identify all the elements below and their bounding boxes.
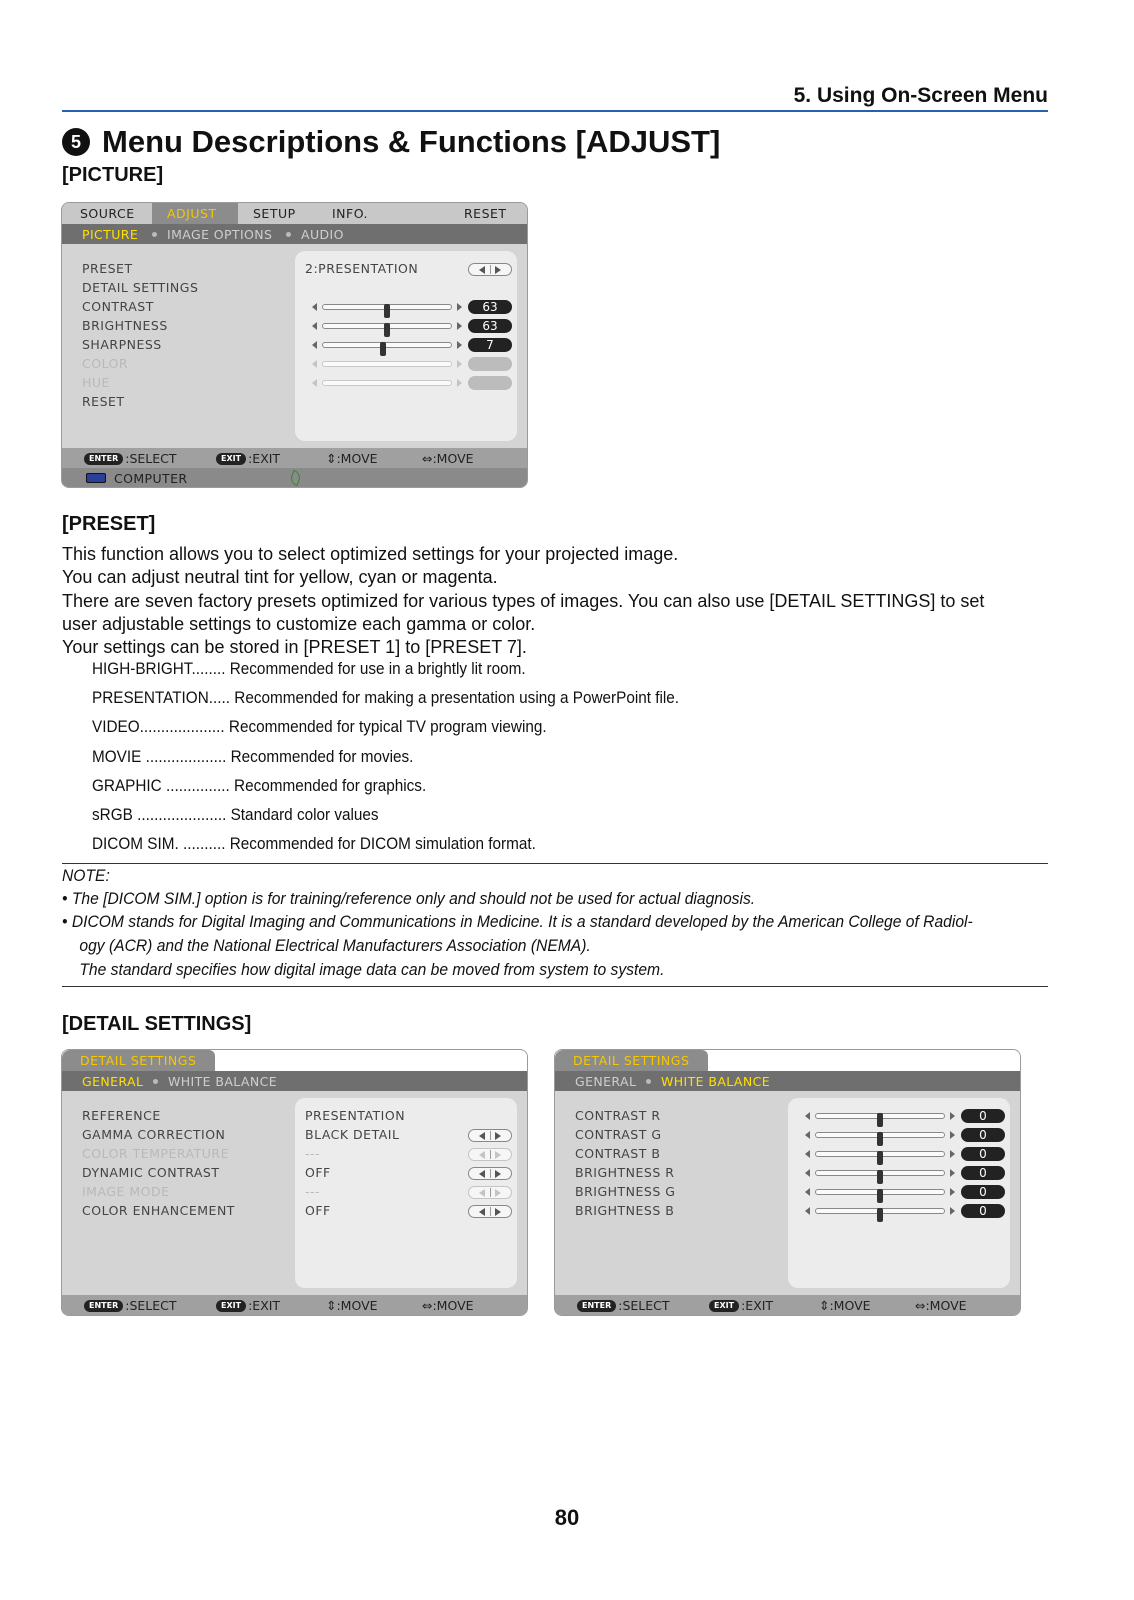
- contrast-r-value-badge: 0: [961, 1109, 1005, 1123]
- gamma-correction-value: BLACK DETAIL: [305, 1127, 400, 1142]
- header-rule: [62, 110, 1048, 112]
- tab-reset[interactable]: RESET: [464, 206, 507, 221]
- menu-item-reference[interactable]: REFERENCE: [82, 1108, 161, 1123]
- slider-thumb[interactable]: [384, 304, 390, 318]
- subtab-separator: [153, 1079, 158, 1084]
- preset-list-item: HIGH-BRIGHT........ Recommended for use in a brightly lit room.: [92, 659, 526, 678]
- contrast-r-slider[interactable]: [805, 1110, 955, 1122]
- right-arrow-icon: [950, 1112, 955, 1120]
- subtab-image-options[interactable]: IMAGE OPTIONS: [167, 227, 273, 242]
- tab-info[interactable]: INFO.: [332, 206, 369, 221]
- color-temperature-value: ---: [305, 1146, 321, 1161]
- right-arrow-icon: [950, 1131, 955, 1139]
- contrast-g-slider[interactable]: [805, 1129, 955, 1141]
- footer-move-horizontal: ⇔:MOVE: [422, 1298, 474, 1313]
- footer-select: ENTER :SELECT: [84, 451, 177, 466]
- slider-thumb[interactable]: [877, 1189, 883, 1203]
- brightness-value-badge: 63: [468, 319, 512, 333]
- subtab-general[interactable]: GENERAL: [82, 1074, 144, 1089]
- right-arrow-icon: [950, 1207, 955, 1215]
- osd-source-bar: [62, 468, 527, 488]
- note-line: • DICOM stands for Digital Imaging and Communications in Medicine. It is a standard developed by the American College of Radiol-: [62, 912, 973, 931]
- source-label: COMPUTER: [114, 471, 188, 486]
- brightness-g-slider[interactable]: [805, 1186, 955, 1198]
- brightness-r-slider[interactable]: [805, 1167, 955, 1179]
- osd-subtab-bar: [62, 224, 527, 244]
- menu-item-image-mode: IMAGE MODE: [82, 1184, 170, 1199]
- exit-key-icon: EXIT: [216, 1300, 246, 1312]
- menu-item-preset[interactable]: PRESET: [82, 261, 133, 276]
- slider-thumb[interactable]: [877, 1132, 883, 1146]
- menu-item-detail-settings[interactable]: DETAIL SETTINGS: [82, 280, 199, 295]
- note-line: • The [DICOM SIM.] option is for training/reference only and should not be used for actual diagnosis.: [62, 889, 756, 908]
- slider-thumb[interactable]: [877, 1113, 883, 1127]
- preset-arrows-icon[interactable]: [468, 263, 512, 276]
- menu-item-contrast-r[interactable]: CONTRAST R: [575, 1108, 661, 1123]
- preset-paragraph: This function allows you to select optimized settings for your projected image.: [62, 544, 679, 564]
- enter-key-icon: ENTER: [84, 1300, 123, 1312]
- image-mode-value: ---: [305, 1184, 321, 1199]
- left-arrow-icon: [805, 1207, 810, 1215]
- detail-white-balance-osd-menu: [554, 1049, 1021, 1316]
- detail-general-osd-menu: [61, 1049, 528, 1316]
- right-arrow-icon: [457, 303, 462, 311]
- contrast-value-badge: 63: [468, 300, 512, 314]
- section-number-badge: 5: [62, 128, 90, 156]
- right-arrow-icon: [457, 360, 462, 368]
- menu-item-contrast[interactable]: CONTRAST: [82, 299, 154, 314]
- enter-key-icon: ENTER: [84, 453, 123, 465]
- osd-footer: [62, 1295, 527, 1316]
- tab-source[interactable]: SOURCE: [80, 206, 135, 221]
- footer-move-horizontal: ⇔:MOVE: [422, 451, 474, 466]
- brightness-r-value-badge: 0: [961, 1166, 1005, 1180]
- preset-list-item: GRAPHIC ............... Recommended for graphics.: [92, 776, 427, 795]
- color-temperature-arrows-icon: [468, 1148, 512, 1161]
- osd-tab-bar: [555, 1050, 1020, 1071]
- left-arrow-icon: [312, 360, 317, 368]
- hue-slider: [312, 377, 462, 389]
- image-mode-arrows-icon: [468, 1186, 512, 1199]
- dynamic-contrast-arrows-icon[interactable]: [468, 1167, 512, 1180]
- subtab-audio[interactable]: AUDIO: [301, 227, 344, 242]
- brightness-b-slider[interactable]: [805, 1205, 955, 1217]
- menu-item-color: COLOR: [82, 356, 129, 371]
- page-number: 80: [554, 1505, 580, 1530]
- contrast-b-slider[interactable]: [805, 1148, 955, 1160]
- hue-value-badge: [468, 376, 512, 390]
- footer-select: ENTER :SELECT: [577, 1298, 670, 1313]
- eco-leaf-icon: [289, 470, 302, 486]
- picture-osd-menu: [61, 202, 528, 488]
- right-arrow-icon: [950, 1150, 955, 1158]
- right-arrow-icon: [457, 341, 462, 349]
- osd-body: [62, 1091, 527, 1296]
- footer-move-vertical: ⇕:MOVE: [819, 1298, 871, 1313]
- subtab-white-balance[interactable]: WHITE BALANCE: [168, 1074, 278, 1089]
- color-slider: [312, 358, 462, 370]
- menu-item-dynamic-contrast[interactable]: DYNAMIC CONTRAST: [82, 1165, 220, 1180]
- sharpness-value-badge: 7: [468, 338, 512, 352]
- right-arrow-icon: [457, 322, 462, 330]
- left-arrow-icon: [312, 379, 317, 387]
- tab-setup[interactable]: SETUP: [253, 206, 296, 221]
- left-arrow-icon: [312, 341, 317, 349]
- color-value-badge: [468, 357, 512, 371]
- subtab-general[interactable]: GENERAL: [575, 1074, 637, 1089]
- page-title: Menu Descriptions & Functions [ADJUST]: [102, 124, 721, 159]
- menu-item-brightness-r[interactable]: BRIGHTNESS R: [575, 1165, 675, 1180]
- chapter-heading: 5. Using On-Screen Menu: [793, 84, 1048, 107]
- left-arrow-icon: [805, 1169, 810, 1177]
- preset-list-item: VIDEO.................... Recommended for typical TV program viewing.: [92, 717, 547, 736]
- osd-body: [555, 1091, 1020, 1296]
- menu-item-reset[interactable]: RESET: [82, 394, 125, 409]
- note-top-rule: [62, 863, 1048, 864]
- contrast-b-value-badge: 0: [961, 1147, 1005, 1161]
- footer-exit: EXIT :EXIT: [216, 1298, 280, 1313]
- osd-footer: [62, 448, 527, 468]
- osd-tab-bar: [62, 203, 527, 224]
- osd-footer: [555, 1295, 1020, 1316]
- exit-key-icon: EXIT: [709, 1300, 739, 1312]
- footer-exit: EXIT :EXIT: [216, 451, 280, 466]
- tab-detail-settings[interactable]: DETAIL SETTINGS: [80, 1053, 197, 1068]
- right-arrow-icon: [950, 1169, 955, 1177]
- preset-value: 2:PRESENTATION: [305, 261, 419, 276]
- preset-list-item: DICOM SIM. .......... Recommended for DICOM simulation format.: [92, 834, 536, 853]
- menu-item-brightness-g[interactable]: BRIGHTNESS G: [575, 1184, 676, 1199]
- osd-tab-bar: [62, 1050, 527, 1071]
- menu-item-sharpness[interactable]: SHARPNESS: [82, 337, 162, 352]
- computer-input-icon: [86, 473, 106, 483]
- subtab-picture[interactable]: PICTURE: [82, 227, 139, 242]
- menu-item-brightness-b[interactable]: BRIGHTNESS B: [575, 1203, 675, 1218]
- left-arrow-icon: [805, 1188, 810, 1196]
- preset-list-item: PRESENTATION..... Recommended for making a presentation using a PowerPoint file.: [92, 688, 680, 707]
- preset-list-item: sRGB ..................... Standard color values: [92, 805, 379, 824]
- exit-key-icon: EXIT: [216, 453, 246, 465]
- menu-item-contrast-g[interactable]: CONTRAST G: [575, 1127, 662, 1142]
- osd-subtab-bar: [555, 1071, 1020, 1091]
- sharpness-slider[interactable]: [312, 339, 462, 351]
- enter-key-icon: ENTER: [577, 1300, 616, 1312]
- slider-thumb[interactable]: [380, 342, 386, 356]
- slider-thumb[interactable]: [877, 1170, 883, 1184]
- menu-item-brightness[interactable]: BRIGHTNESS: [82, 318, 168, 333]
- menu-item-color-temperature: COLOR TEMPERATURE: [82, 1146, 229, 1161]
- page-title-row: [62, 122, 720, 162]
- preset-paragraph: You can adjust neutral tint for yellow, cyan or magenta.: [62, 567, 498, 587]
- color-enhancement-arrows-icon[interactable]: [468, 1205, 512, 1218]
- right-arrow-icon: [457, 379, 462, 387]
- menu-item-color-enhancement[interactable]: COLOR ENHANCEMENT: [82, 1203, 235, 1218]
- slider-thumb[interactable]: [877, 1151, 883, 1165]
- left-arrow-icon: [312, 322, 317, 330]
- osd-body: [62, 244, 527, 449]
- preset-list-item: MOVIE ................... Recommended for movies.: [92, 747, 414, 766]
- subtab-separator: [286, 232, 291, 237]
- color-enhancement-value: OFF: [305, 1203, 331, 1218]
- subtab-separator: [152, 232, 157, 237]
- brightness-slider[interactable]: [312, 320, 462, 332]
- contrast-g-value-badge: 0: [961, 1128, 1005, 1142]
- footer-move-horizontal: ⇔:MOVE: [915, 1298, 967, 1313]
- brightness-g-value-badge: 0: [961, 1185, 1005, 1199]
- left-arrow-icon: [805, 1150, 810, 1158]
- dynamic-contrast-value: OFF: [305, 1165, 331, 1180]
- menu-item-gamma-correction[interactable]: GAMMA CORRECTION: [82, 1127, 226, 1142]
- section-preset-heading: [PRESET]: [62, 513, 156, 535]
- tab-adjust[interactable]: ADJUST: [167, 206, 217, 221]
- footer-move-vertical: ⇕:MOVE: [326, 1298, 378, 1313]
- brightness-b-value-badge: 0: [961, 1204, 1005, 1218]
- section-detail-heading: [DETAIL SETTINGS]: [62, 1013, 252, 1035]
- right-arrow-icon: [950, 1188, 955, 1196]
- note-heading: NOTE:: [62, 866, 110, 885]
- footer-select: ENTER :SELECT: [84, 1298, 177, 1313]
- preset-paragraph: user adjustable settings to customize each gamma or color.: [62, 614, 536, 634]
- left-arrow-icon: [805, 1131, 810, 1139]
- footer-move-vertical: ⇕:MOVE: [326, 451, 378, 466]
- left-arrow-icon: [312, 303, 317, 311]
- note-line: ogy (ACR) and the National Electrical Manufacturers Association (NEMA).: [62, 936, 591, 955]
- preset-paragraph: Your settings can be stored in [PRESET 1] to [PRESET 7].: [62, 637, 527, 657]
- slider-thumb[interactable]: [877, 1208, 883, 1222]
- osd-subtab-bar: [62, 1071, 527, 1091]
- gamma-arrows-icon[interactable]: [468, 1129, 512, 1142]
- reference-value: PRESENTATION: [305, 1108, 406, 1123]
- tab-detail-settings[interactable]: DETAIL SETTINGS: [573, 1053, 690, 1068]
- note-line: The standard specifies how digital image data can be moved from system to system.: [62, 960, 665, 979]
- footer-exit: EXIT :EXIT: [709, 1298, 773, 1313]
- menu-item-hue: HUE: [82, 375, 110, 390]
- menu-item-contrast-b[interactable]: CONTRAST B: [575, 1146, 661, 1161]
- slider-thumb[interactable]: [384, 323, 390, 337]
- subtab-separator: [646, 1079, 651, 1084]
- left-arrow-icon: [805, 1112, 810, 1120]
- section-picture-heading: [PICTURE]: [62, 164, 164, 186]
- contrast-slider[interactable]: [312, 301, 462, 313]
- note-bottom-rule: [62, 986, 1048, 987]
- subtab-white-balance[interactable]: WHITE BALANCE: [661, 1074, 771, 1089]
- preset-paragraph: There are seven factory presets optimized for various types of images. You can also use [DETAIL SETTINGS] to set: [62, 591, 985, 611]
